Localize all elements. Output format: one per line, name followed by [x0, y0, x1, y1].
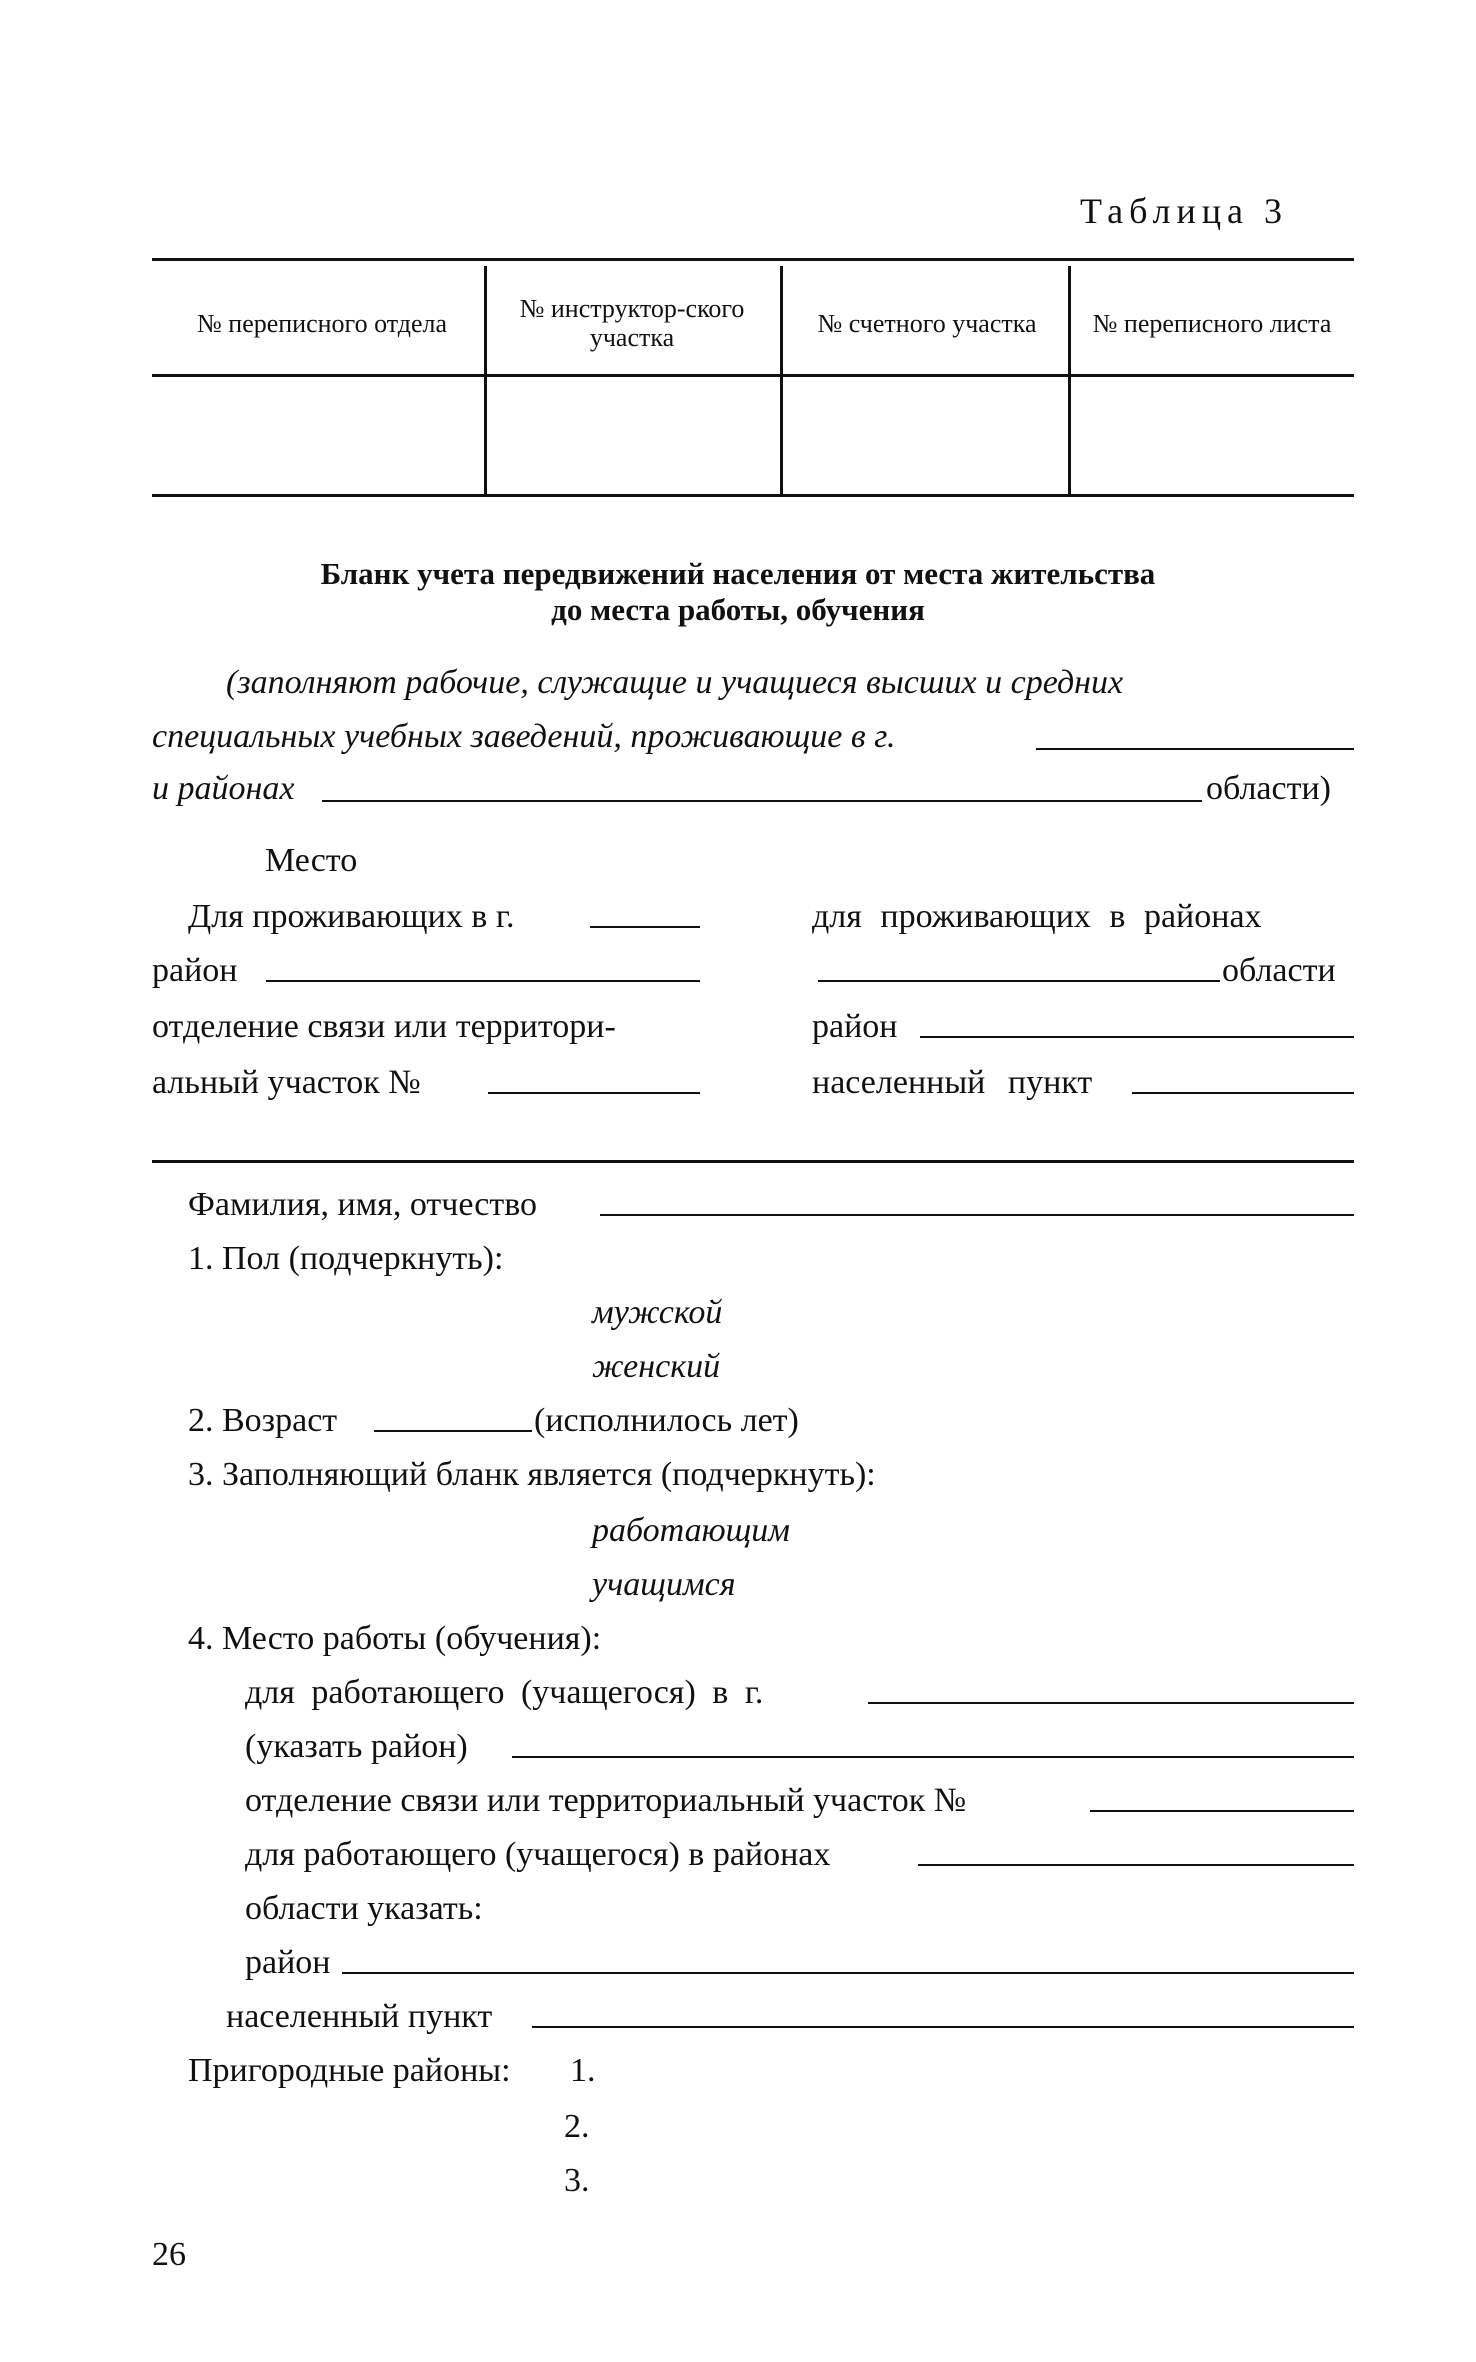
suburban-item-3: 3. — [564, 2162, 590, 2199]
q1-option-female: женский — [592, 1348, 721, 1385]
page-number: 26 — [152, 2236, 186, 2273]
q1-option-male: мужской — [592, 1294, 723, 1331]
full-name-blank — [600, 1214, 1354, 1216]
q3-option-studying: учащимся — [592, 1566, 736, 1603]
suburban-label: Пригородные районы: — [188, 2052, 511, 2089]
city-blank — [1036, 748, 1354, 750]
table-col-divider — [484, 266, 487, 494]
residence-post-2: альный участок № — [152, 1064, 421, 1101]
q4-settlement-blank — [532, 2026, 1354, 2028]
residence-district-blank — [266, 980, 700, 982]
q1-label: 1. Пол (подчеркнуть): — [188, 1240, 504, 1277]
column-header: № переписного отдела — [196, 308, 448, 338]
q4-rayon: район — [245, 1944, 331, 1981]
q3-option-working: работающим — [592, 1512, 790, 1549]
section-divider — [152, 1160, 1354, 1163]
q4-post: отделение связи или территориальный участок № — [245, 1782, 967, 1819]
table-col-divider — [780, 266, 783, 494]
q4-label: 4. Место работы (обучения): — [188, 1620, 602, 1657]
full-name-label: Фамилия, имя, отчество — [188, 1186, 538, 1223]
form-heading-line2: до места работы, обучения — [551, 592, 925, 627]
residence-city: Для проживающих в г. — [188, 898, 515, 935]
note-line2: специальных учебных заведений, проживающие в г. — [152, 718, 896, 755]
residence-region-blank — [818, 980, 1220, 982]
residence-rayon-blank — [920, 1036, 1354, 1038]
suburban-item-1: 1. — [570, 2052, 596, 2089]
table-header-rule — [152, 374, 1354, 377]
residence-post-blank — [488, 1092, 700, 1094]
table-title: Таблица 3 — [1080, 191, 1288, 231]
table-col-divider — [1068, 266, 1071, 494]
q4-rayon-blank — [342, 1972, 1354, 1974]
residence-rayon: район — [812, 1008, 898, 1045]
q4-settlement: населенный пункт — [226, 1998, 493, 2035]
q4-region: области указать: — [245, 1890, 483, 1927]
q4-districts: для работающего (учащегося) в районах — [245, 1836, 831, 1873]
districts-blank — [322, 800, 1202, 802]
q2-label: 2. Возраст — [188, 1402, 338, 1439]
note-line1: (заполняют рабочие, служащие и учащиеся высших и средних — [226, 664, 1124, 701]
note-line3-end: области) — [1206, 770, 1331, 807]
residence-districts: для проживающих в районах — [812, 898, 1262, 935]
q3-label: 3. Заполняющий бланк является (подчеркнуть): — [188, 1456, 876, 1493]
note-line3: и районах — [152, 770, 295, 807]
q4-post-blank — [1090, 1810, 1354, 1812]
form-heading-line1: Бланк учета передвижений населения от места жительства — [320, 556, 1156, 591]
q2-age-blank — [374, 1430, 532, 1432]
residence-district: район — [152, 952, 238, 989]
residence-region: области — [1222, 952, 1336, 989]
census-table — [152, 258, 1354, 498]
q4-district: (указать район) — [245, 1728, 468, 1765]
residence-settlement-blank — [1132, 1092, 1354, 1094]
q4-city: для работающего (учащегося) в г. — [245, 1674, 764, 1711]
q4-district-blank — [512, 1756, 1354, 1758]
residence-post-1: отделение связи или территори- — [152, 1008, 616, 1045]
residence-settlement: населенный пункт — [812, 1064, 1093, 1101]
column-header: № счетного участка — [817, 308, 1037, 338]
column-header: № переписного листа — [1092, 308, 1332, 338]
residence-city-blank — [590, 926, 700, 928]
q4-districts-blank — [918, 1864, 1354, 1866]
suburban-item-2: 2. — [564, 2108, 590, 2145]
column-header: № инструктор-ского участка — [519, 294, 745, 352]
table-top-rule — [152, 258, 1354, 261]
residence-label: Место — [265, 842, 358, 879]
q4-city-blank — [868, 1702, 1354, 1704]
q2-suffix: (исполнилось лет) — [534, 1402, 799, 1439]
table-bottom-rule — [152, 494, 1354, 497]
